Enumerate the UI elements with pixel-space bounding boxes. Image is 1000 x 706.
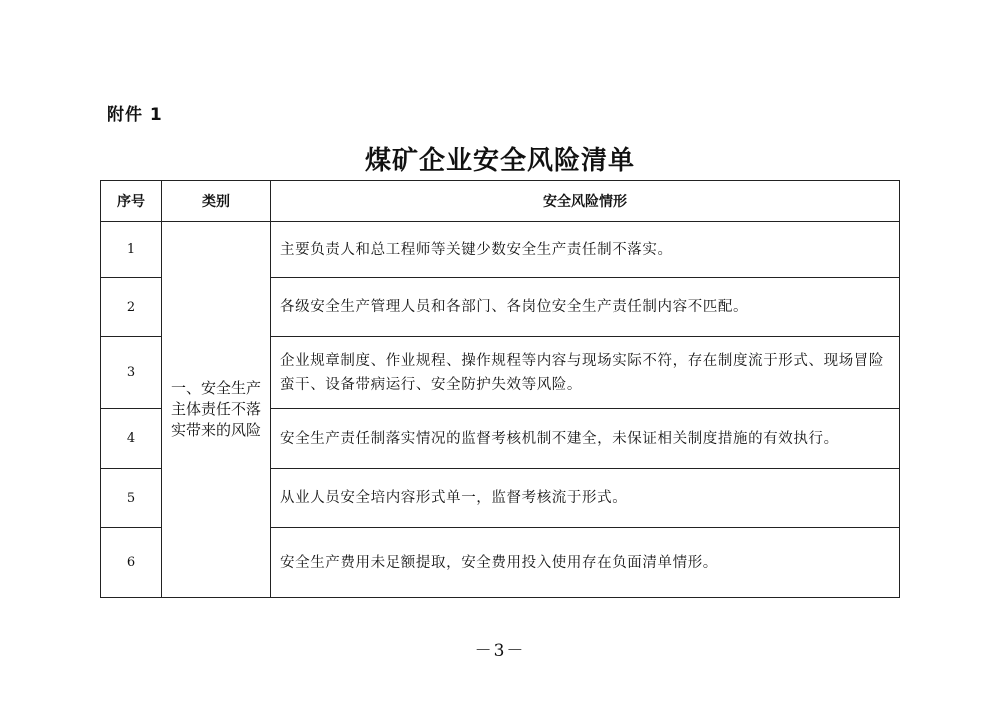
risk-table — [100, 180, 900, 598]
row-text: 主要负责人和总工程师等关键少数安全生产责任制不落实。 — [271, 222, 900, 278]
header-situation: 安全风险情形 — [271, 181, 900, 222]
header-category: 类别 — [162, 181, 271, 222]
page-number: －3－ — [474, 641, 526, 661]
row-number: 5 — [101, 469, 162, 528]
row-number: 2 — [101, 278, 162, 337]
row-text: 安全生产费用未足额提取，安全费用投入使用存在负面清单情形。 — [271, 528, 900, 598]
row-text: 安全生产责任制落实情况的监督考核机制不建全，未保证相关制度措施的有效执行。 — [271, 409, 900, 469]
attachment-label: 附件 1 — [107, 105, 163, 125]
header-number: 序号 — [101, 181, 162, 222]
document-title: 煤矿企业安全风险清单 — [364, 146, 635, 176]
row-number: 4 — [101, 409, 162, 469]
row-text: 从业人员安全培内容形式单一，监督考核流于形式。 — [271, 469, 900, 528]
row-text: 企业规章制度、作业规程、操作规程等内容与现场实际不符，存在制度流于形式、现场冒险蛮干、设备带病运行、安全防护失效等风险。 — [271, 337, 900, 409]
table-header-row — [101, 181, 900, 222]
category-cell: 一、安全生产主体责任不落实带来的风险 — [162, 222, 271, 598]
row-number: 1 — [101, 222, 162, 278]
row-number: 3 — [101, 337, 162, 409]
table-row — [101, 222, 900, 278]
row-number: 6 — [101, 528, 162, 598]
row-text: 各级安全生产管理人员和各部门、各岗位安全生产责任制内容不匹配。 — [271, 278, 900, 337]
